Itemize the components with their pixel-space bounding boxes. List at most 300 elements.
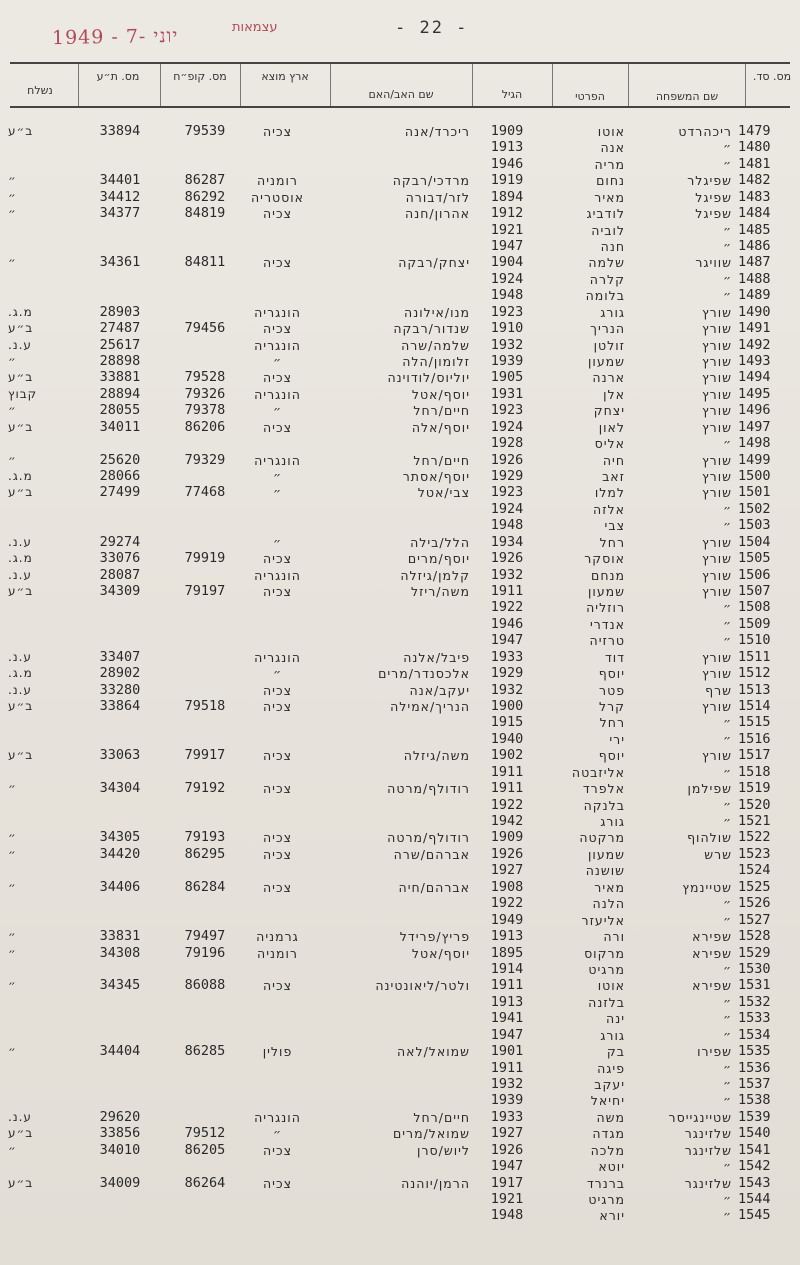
first-name: גורג xyxy=(600,304,625,320)
serial-number: 1486 xyxy=(738,238,771,254)
table-row xyxy=(0,747,800,764)
country-of-origin: גרמניה xyxy=(256,929,299,945)
parents-names: קלמן/גיזלה xyxy=(400,567,470,583)
first-name: זולטן xyxy=(593,337,625,353)
country-of-origin: צכיה xyxy=(263,124,292,139)
birth-year: 1942 xyxy=(490,813,524,830)
birth-year: 1909 xyxy=(490,829,524,846)
birth-year: 1948 xyxy=(490,287,524,304)
table-row xyxy=(0,1027,800,1044)
teudat-zehut-number: 28894 xyxy=(99,385,141,402)
country-of-origin: הונגריה xyxy=(254,649,301,665)
serial-number: 1504 xyxy=(738,533,771,550)
sent-status: מ.ג. xyxy=(8,469,33,484)
kupat-holim-number: 86295 xyxy=(184,845,226,862)
sent-status: ״ xyxy=(8,830,17,845)
country-of-origin: צכיה xyxy=(263,551,292,567)
serial-number: 1536 xyxy=(738,1059,771,1076)
last-name: ״ xyxy=(722,436,732,452)
teudat-zehut-number: 33407 xyxy=(99,648,141,665)
kupat-holim-number: 79193 xyxy=(184,829,226,846)
sent-status: ״ xyxy=(8,255,17,270)
last-name: ״ xyxy=(722,600,732,616)
serial-number: 1508 xyxy=(738,599,771,616)
teudat-zehut-number: 33894 xyxy=(99,123,141,139)
last-name: שורץ xyxy=(701,485,732,501)
teudat-zehut-number: 34420 xyxy=(99,845,141,862)
country-of-origin: צכיה xyxy=(263,748,292,764)
country-of-origin: הונגריה xyxy=(254,304,301,320)
kupat-holim-number: 79192 xyxy=(184,780,226,797)
header-kupat-holim: מס. קופ״ח xyxy=(173,70,227,83)
country-of-origin: צכיה xyxy=(263,978,292,994)
teudat-zehut-number: 33881 xyxy=(99,369,141,386)
serial-number: 1480 xyxy=(738,139,771,156)
first-name: מרקטה xyxy=(579,830,625,846)
parents-names: רודולף/מרטה xyxy=(387,781,470,797)
first-name: ארנה xyxy=(592,370,625,386)
sent-status: ע.נ. xyxy=(8,649,32,664)
sent-status: ב״ע xyxy=(8,124,34,138)
table-row xyxy=(0,189,800,206)
table-row xyxy=(0,731,800,748)
birth-year: 1910 xyxy=(490,320,524,337)
serial-number: 1543 xyxy=(738,1174,771,1191)
last-name: שפיגלר xyxy=(687,173,732,189)
birth-year: 1911 xyxy=(490,763,524,780)
birth-year: 1932 xyxy=(490,1075,524,1092)
header-bottom-rule xyxy=(10,106,790,108)
first-name: ברנרד xyxy=(586,1175,625,1191)
serial-number: 1533 xyxy=(738,1010,771,1027)
table-row xyxy=(0,846,800,863)
first-name: למלו xyxy=(594,485,625,501)
first-name: מאיר xyxy=(594,879,625,895)
last-name: שורץ xyxy=(701,649,732,665)
birth-year: 1949 xyxy=(490,911,524,928)
first-name: לודביג xyxy=(586,206,625,222)
last-name: ״ xyxy=(722,896,732,912)
first-name: אליעזר xyxy=(581,912,625,928)
teudat-zehut-number: 33864 xyxy=(99,698,141,715)
parents-names: יצחק/רבקה xyxy=(398,255,470,271)
table-row xyxy=(0,337,800,354)
last-name: שורץ xyxy=(701,584,732,600)
last-name: שרש xyxy=(704,846,732,862)
first-name: פטר xyxy=(599,682,625,698)
parents-names: פריץ/פרידל xyxy=(399,929,470,945)
serial-number: 1483 xyxy=(738,188,771,205)
last-name: ״ xyxy=(722,961,732,977)
birth-year: 1926 xyxy=(490,550,524,567)
sent-status: ב״ע xyxy=(8,748,34,763)
parents-names: יוסף/אטל xyxy=(411,386,470,402)
table-row xyxy=(0,501,800,518)
birth-year: 1948 xyxy=(490,1207,524,1224)
kupat-holim-number: 86285 xyxy=(184,1043,226,1060)
parents-names: יוסף/אלה xyxy=(411,419,470,435)
table-row xyxy=(0,205,800,222)
table-row xyxy=(0,369,800,386)
serial-number: 1527 xyxy=(738,911,771,928)
first-name: יוסף xyxy=(598,748,625,764)
header-last-name: שם המשפחה xyxy=(655,90,719,103)
sent-status: ״ xyxy=(8,173,17,188)
birth-year: 1931 xyxy=(490,385,524,402)
last-name: שטיינגייסר xyxy=(668,1109,732,1125)
first-name: יוסף xyxy=(598,666,625,682)
table-row xyxy=(0,1125,800,1142)
birth-year: 1939 xyxy=(490,353,524,370)
table-row xyxy=(0,928,800,945)
table-row xyxy=(0,271,800,288)
birth-year: 1922 xyxy=(490,796,524,813)
birth-year: 1895 xyxy=(490,944,524,961)
birth-year: 1922 xyxy=(490,895,524,912)
kupat-holim-number: 79456 xyxy=(184,320,226,337)
birth-year: 1901 xyxy=(490,1043,524,1060)
country-of-origin: צכיה xyxy=(263,321,292,337)
first-name: מרגיט xyxy=(588,961,625,977)
birth-year: 1929 xyxy=(490,468,524,485)
serial-number: 1498 xyxy=(738,435,771,452)
parents-names: יעקב/אנה xyxy=(409,682,470,698)
last-name: ״ xyxy=(722,1076,732,1092)
serial-number: 1484 xyxy=(738,205,771,222)
serial-number: 1525 xyxy=(738,878,771,895)
birth-year: 1923 xyxy=(490,402,524,419)
serial-number: 1487 xyxy=(738,254,771,271)
parents-names: אהרון/חנה xyxy=(405,206,470,222)
last-name: שוויגר xyxy=(695,255,732,271)
birth-year: 1912 xyxy=(490,205,524,222)
birth-year: 1908 xyxy=(490,878,524,895)
kupat-holim-number: 86264 xyxy=(184,1174,226,1191)
first-name: יחיאל xyxy=(590,1093,625,1109)
first-name: הלנה xyxy=(592,896,625,912)
birth-year: 1924 xyxy=(490,270,524,287)
teudat-zehut-number: 28903 xyxy=(99,303,141,320)
table-row xyxy=(0,599,800,616)
parents-names: חיים/רחל xyxy=(413,403,470,419)
last-name: ״ xyxy=(722,1027,732,1043)
last-name: שורץ xyxy=(701,304,732,320)
sent-status: ב״ע xyxy=(8,370,34,385)
birth-year: 1919 xyxy=(490,172,524,189)
birth-year: 1947 xyxy=(490,632,524,649)
kupat-holim-number: 79539 xyxy=(184,123,226,139)
serial-number: 1494 xyxy=(738,369,771,386)
stamp-label: עצמאות xyxy=(232,20,278,35)
last-name: ״ xyxy=(722,814,732,830)
teudat-zehut-number: 28898 xyxy=(99,353,141,370)
first-name: מריה xyxy=(594,156,625,172)
sent-status: מ.ג. xyxy=(8,304,33,319)
sent-status: ב״ע xyxy=(8,321,34,336)
parents-names: פיבל/אלנה xyxy=(403,649,470,665)
teudat-zehut-number: 34305 xyxy=(99,829,141,846)
table-row xyxy=(0,1092,800,1109)
sent-status: ב״ע xyxy=(8,1175,34,1190)
table-row xyxy=(0,1109,800,1126)
table-row xyxy=(0,682,800,699)
kupat-holim-number: 79197 xyxy=(184,583,226,600)
parents-names: יוסף/מרים xyxy=(407,551,470,567)
table-row xyxy=(0,1010,800,1027)
last-name: ״ xyxy=(722,1208,732,1224)
sent-status: ״ xyxy=(8,403,17,418)
table-row xyxy=(0,829,800,846)
first-name: הנריך xyxy=(590,321,625,337)
parents-names: אלכסנדר/מרים xyxy=(378,666,470,682)
birth-year: 1941 xyxy=(490,1010,524,1027)
birth-year: 1939 xyxy=(490,1092,524,1109)
first-name: יוטא xyxy=(598,1159,625,1175)
teudat-zehut-number: 33076 xyxy=(99,550,141,567)
birth-year: 1914 xyxy=(490,960,524,977)
serial-number: 1507 xyxy=(738,583,771,600)
last-name: שורץ xyxy=(701,354,732,370)
birth-year: 1923 xyxy=(490,484,524,501)
table-row xyxy=(0,813,800,830)
sent-status: מ.ג. xyxy=(8,666,33,681)
birth-year: 1934 xyxy=(490,533,524,550)
table-row xyxy=(0,123,800,140)
last-name: ״ xyxy=(722,140,732,156)
table-row xyxy=(0,386,800,403)
first-name: חנה xyxy=(600,239,625,254)
last-name: ״ xyxy=(722,1159,732,1175)
teudat-zehut-number: 34377 xyxy=(99,205,141,222)
last-name: שורץ xyxy=(701,403,732,419)
serial-number: 1538 xyxy=(738,1092,771,1109)
serial-number: 1490 xyxy=(738,303,771,320)
country-of-origin: צכיה xyxy=(263,682,292,698)
last-name: ״ xyxy=(722,912,732,928)
serial-number: 1492 xyxy=(738,336,771,353)
header-parents: שם האב/האם xyxy=(368,88,434,101)
serial-number: 1495 xyxy=(738,385,771,402)
birth-year: 1921 xyxy=(490,221,524,238)
table-row xyxy=(0,1175,800,1192)
birth-year: 1947 xyxy=(490,1158,524,1175)
teudat-zehut-number: 34009 xyxy=(99,1174,141,1191)
serial-number: 1514 xyxy=(738,698,771,715)
country-of-origin: ״ xyxy=(272,469,283,485)
sent-status: ״ xyxy=(8,879,17,894)
last-name: ״ xyxy=(722,797,732,813)
last-name: שולהוף xyxy=(687,830,732,846)
header-country: ארץ מוצא xyxy=(261,70,309,83)
serial-number: 1479 xyxy=(738,123,771,139)
birth-year: 1904 xyxy=(490,254,524,271)
birth-year: 1948 xyxy=(490,517,524,534)
teudat-zehut-number: 28066 xyxy=(99,468,141,485)
column-divider xyxy=(552,64,553,106)
birth-year: 1929 xyxy=(490,665,524,682)
serial-number: 1512 xyxy=(738,665,771,682)
last-name: שורץ xyxy=(701,748,732,764)
birth-year: 1927 xyxy=(490,1125,524,1142)
serial-number: 1488 xyxy=(738,270,771,287)
serial-number: 1502 xyxy=(738,500,771,517)
country-of-origin: רומניה xyxy=(257,173,298,189)
table-row xyxy=(0,1191,800,1208)
first-name: רוזליה xyxy=(586,600,625,616)
last-name: שורץ xyxy=(701,534,732,550)
kupat-holim-number: 84819 xyxy=(184,205,226,222)
serial-number: 1489 xyxy=(738,287,771,304)
first-name: שלמה xyxy=(588,255,625,271)
parents-names: משה/גיזלה xyxy=(403,748,470,764)
first-name: קרל xyxy=(598,699,625,715)
kupat-holim-number: 79528 xyxy=(184,369,226,386)
country-of-origin: ״ xyxy=(272,534,283,550)
birth-year: 1933 xyxy=(490,648,524,665)
serial-number: 1493 xyxy=(738,353,771,370)
kupat-holim-number: 79919 xyxy=(184,550,226,567)
teudat-zehut-number: 28902 xyxy=(99,665,141,682)
parents-names: שנדור/רבקה xyxy=(393,321,470,337)
last-name: ״ xyxy=(722,616,732,632)
last-name: ״ xyxy=(722,715,732,731)
parents-names: יוליוס/לודוינה xyxy=(387,370,470,386)
last-name: ״ xyxy=(722,1060,732,1076)
table-row xyxy=(0,797,800,814)
serial-number: 1481 xyxy=(738,155,771,172)
serial-number: 1531 xyxy=(738,977,771,994)
serial-number: 1535 xyxy=(738,1043,771,1060)
birth-year: 1894 xyxy=(490,188,524,205)
serial-number: 1542 xyxy=(738,1158,771,1175)
table-row xyxy=(0,1142,800,1159)
kupat-holim-number: 84811 xyxy=(184,254,226,271)
parents-names: מרדכי/רבקה xyxy=(392,173,470,189)
first-name: רחל xyxy=(599,534,625,550)
first-name: רחל xyxy=(599,715,625,731)
serial-number: 1517 xyxy=(738,747,771,764)
sent-status: ב״ע xyxy=(8,485,34,500)
last-name: ״ xyxy=(722,764,732,780)
parents-names: אברהם/חיה xyxy=(398,879,470,895)
kupat-holim-number: 79196 xyxy=(184,944,226,961)
table-row xyxy=(0,238,800,255)
column-divider xyxy=(160,64,161,106)
parents-names: ליוש/סרן xyxy=(417,1142,470,1158)
first-name: חיה xyxy=(602,452,625,468)
last-name: שפיגל xyxy=(695,206,732,222)
serial-number: 1491 xyxy=(738,320,771,337)
sent-status: ב״ע xyxy=(8,1126,34,1141)
parents-names: חיים/רחל xyxy=(413,1109,470,1125)
table-row xyxy=(0,287,800,304)
parents-names: לזר/דבורה xyxy=(405,189,470,205)
country-of-origin: ״ xyxy=(272,666,283,682)
birth-year: 1900 xyxy=(490,698,524,715)
birth-year: 1932 xyxy=(490,681,524,698)
first-name: גורג xyxy=(600,1027,625,1043)
country-of-origin: צכיה xyxy=(263,846,292,862)
birth-year: 1926 xyxy=(490,1141,524,1158)
last-name: ״ xyxy=(722,518,732,534)
last-name: ״ xyxy=(722,271,732,287)
table-row xyxy=(0,665,800,682)
last-name: שורץ xyxy=(701,699,732,715)
table-row xyxy=(0,583,800,600)
last-name: שורץ xyxy=(701,452,732,468)
birth-year: 1909 xyxy=(490,123,524,139)
serial-number: 1503 xyxy=(738,517,771,534)
sent-status: ״ xyxy=(8,945,17,960)
birth-year: 1947 xyxy=(490,1026,524,1043)
first-name: טרזיה xyxy=(589,633,625,649)
last-name: שפירא xyxy=(692,929,732,945)
header-first-name: הפרטי xyxy=(575,90,605,103)
kupat-holim-number: 86206 xyxy=(184,418,226,435)
country-of-origin: צכיה xyxy=(263,879,292,895)
last-name: שורץ xyxy=(701,551,732,567)
birth-year: 1932 xyxy=(490,566,524,583)
column-divider xyxy=(745,64,746,106)
teudat-zehut-number: 34304 xyxy=(99,780,141,797)
first-name: זאב xyxy=(602,469,625,485)
serial-number: 1545 xyxy=(738,1207,771,1224)
sent-status: ״ xyxy=(8,978,17,993)
serial-number: 1526 xyxy=(738,895,771,912)
first-name: גורג xyxy=(600,814,625,830)
parents-names: רודולף/מרטה xyxy=(387,830,470,846)
table-row xyxy=(0,1207,800,1224)
first-name: מנחם xyxy=(591,567,625,583)
sent-status: ״ xyxy=(8,846,17,861)
birth-year: 1928 xyxy=(490,435,524,452)
serial-number: 1544 xyxy=(738,1190,771,1207)
parents-names: שמואל/מרים xyxy=(392,1126,470,1142)
header-sent: נשלח xyxy=(27,84,53,97)
sent-status: ב״ע xyxy=(8,419,34,434)
birth-year: 1926 xyxy=(490,451,524,468)
table-row xyxy=(0,994,800,1011)
table-row xyxy=(0,484,800,501)
first-name: בק xyxy=(606,1044,625,1060)
teudat-zehut-number: 29274 xyxy=(99,533,141,550)
parents-names: הלל/בילה xyxy=(410,534,470,550)
first-name: מאיר xyxy=(594,189,625,205)
last-name: שפירא xyxy=(692,978,732,994)
last-name: ״ xyxy=(722,1011,732,1027)
table-row xyxy=(0,961,800,978)
kupat-holim-number: 79378 xyxy=(184,402,226,419)
country-of-origin: צכיה xyxy=(263,419,292,435)
table-row xyxy=(0,632,800,649)
last-name: שפירא xyxy=(692,945,732,961)
table-row xyxy=(0,304,800,321)
teudat-zehut-number: 28055 xyxy=(99,402,141,419)
birth-year: 1924 xyxy=(490,500,524,517)
parents-names: שמואל/לאה xyxy=(396,1044,470,1060)
table-row xyxy=(0,222,800,239)
serial-number: 1520 xyxy=(738,796,771,813)
serial-number: 1515 xyxy=(738,714,771,731)
last-name: שלזינגר xyxy=(684,1142,732,1158)
sent-status: ״ xyxy=(8,354,17,369)
parents-names: משה/ריזל xyxy=(410,584,470,600)
sent-status: מ.ג. xyxy=(8,551,33,566)
table-row xyxy=(0,764,800,781)
first-name: אלזה xyxy=(593,501,625,517)
sent-status: ב״ע xyxy=(8,584,34,599)
serial-number: 1509 xyxy=(738,615,771,632)
